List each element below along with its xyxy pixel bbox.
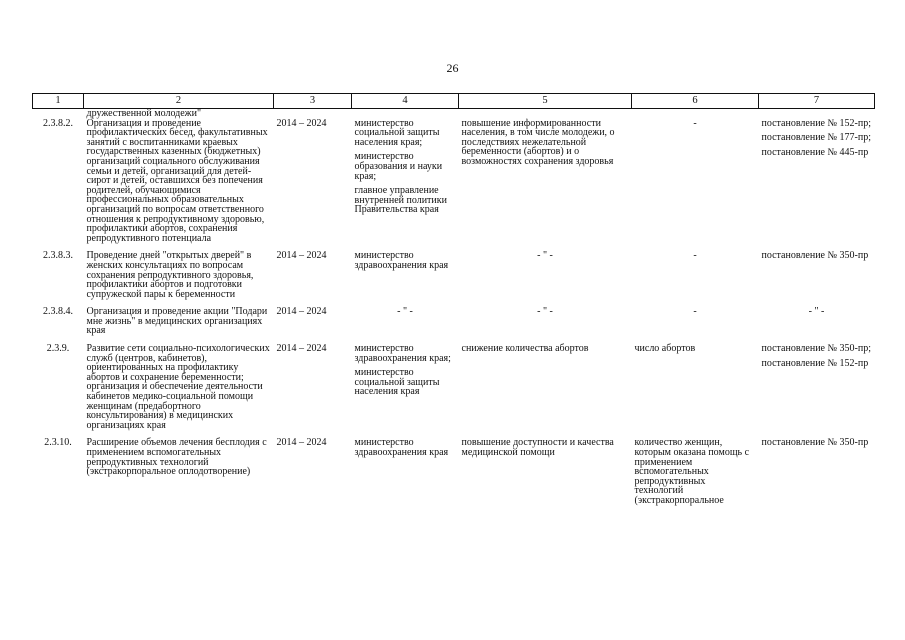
- table-row: [33, 307, 875, 344]
- table-row: [33, 119, 875, 252]
- table-row: [33, 438, 875, 513]
- document-ref: постановление № 350-пр;: [761, 343, 871, 355]
- indicator-cell: -: [693, 117, 697, 129]
- document-ref: постановление № 152-пр: [761, 357, 869, 369]
- program-table: [32, 93, 875, 514]
- result-cell: повышение доступности и качества медицинской помощи: [461, 437, 614, 458]
- column-header: 6: [632, 94, 759, 109]
- column-header: 3: [274, 94, 352, 109]
- document-ref: постановление № 350-пр: [761, 437, 869, 449]
- column-header: 1: [33, 94, 84, 109]
- executor: министерство здравоохранения края: [354, 250, 449, 271]
- document-ref: постановление № 152-пр;: [761, 117, 871, 129]
- table-row: [33, 344, 875, 438]
- result-cell: повышение информированности населения, в том числе молодежи, о последствиях нежелательной беременности (абортов) и о возможностях сохранения здоровья: [461, 117, 615, 167]
- result-cell: - " -: [537, 250, 553, 262]
- activity-cell: Проведение дней "открытых дверей" в женских консультациях по вопросам сохранения репродуктивного здоровья, профилактики абортов и подготовки супружеской пары к беременности: [86, 250, 254, 300]
- executor: министерство образования и науки края;: [354, 151, 443, 182]
- carryover-text: дружественной молодежи": [86, 108, 202, 119]
- docs-cell: [759, 344, 875, 438]
- document-ref: постановление № 445-пр: [761, 146, 869, 158]
- column-header: 5: [459, 94, 632, 109]
- column-header: 4: [352, 94, 459, 109]
- docs-cell: [759, 251, 875, 307]
- result-cell: - " -: [537, 306, 553, 318]
- period-cell: 2014 – 2024: [276, 250, 327, 262]
- executors-cell: [352, 438, 459, 513]
- executor: министерство социальной защиты населения края;: [354, 117, 440, 148]
- docs-cell: [759, 307, 875, 344]
- column-header: 2: [84, 94, 274, 109]
- activity-cell: Организация и проведение акции "Подари мне жизнь" в медицинских организациях края: [86, 306, 268, 337]
- page-number: 26: [446, 61, 459, 75]
- executor: главное управление внутренней политики Правительства края: [354, 185, 447, 216]
- executors-cell: [352, 251, 459, 307]
- activity-cell: Развитие сети социально-психологических служб (центров, кабинетов), ориентированных на профилактику абортов и сохранение беременности; организация и обеспечение деятельности кабинетов медико-социальной помощи женщинам (предабортного консультирования) в медицинских организациях края: [86, 343, 270, 431]
- column-header: 7: [759, 94, 875, 109]
- indicator-cell: количество женщин, которым оказана помощь с применением вспомогательных репродуктивных технологий (экстракорпоральное: [634, 437, 750, 506]
- document-ref: постановление № 177-пр;: [761, 132, 871, 144]
- row-number: 2.3.9.: [46, 343, 70, 355]
- executor: - " -: [397, 306, 413, 318]
- period-cell: 2014 – 2024: [276, 117, 327, 129]
- activity-cell: Организация и проведение профилактических бесед, факультативных занятий с воспитанниками краевых государственных казенных (бюджетных) организаций социального обслуживания семьи и детей, организаций для детей-сирот и детей, оставшихся без попечения родителей, обучающимися профессиональных образовательных организаций по вопросам ответственного отношения к репродуктивному здоровью, профилактики абортов, сохранения репродуктивного потенциала: [86, 117, 268, 244]
- executor: министерство здравоохранения края;: [354, 343, 451, 364]
- period-cell: 2014 – 2024: [276, 343, 327, 355]
- period-cell: 2014 – 2024: [276, 437, 327, 449]
- row-number: 2.3.10.: [44, 437, 72, 449]
- document-ref: постановление № 350-пр: [761, 250, 869, 262]
- indicator-cell: -: [693, 306, 697, 318]
- executor: министерство здравоохранения края: [354, 437, 449, 458]
- table-row: [33, 251, 875, 307]
- docs-cell: [759, 438, 875, 513]
- row-number: 2.3.8.4.: [43, 306, 73, 318]
- result-cell: снижение количества абортов: [461, 343, 589, 355]
- executors-cell: [352, 344, 459, 438]
- indicator-cell: число абортов: [634, 343, 696, 355]
- docs-cell: [759, 119, 875, 252]
- indicator-cell: -: [693, 250, 697, 262]
- row-number: 2.3.8.3.: [43, 250, 73, 262]
- document-ref: - " -: [808, 306, 825, 318]
- header-row: [33, 94, 875, 109]
- activity-cell: Расширение объемов лечения бесплодия с применением вспомогательных репродуктивных технологий (экстракорпоральное оплодотворение): [86, 437, 267, 478]
- executor: министерство социальной защиты населения края: [354, 367, 440, 398]
- row-number: 2.3.8.2.: [43, 117, 73, 129]
- executors-cell: [352, 119, 459, 252]
- executors-cell: [352, 307, 459, 344]
- period-cell: 2014 – 2024: [276, 306, 327, 318]
